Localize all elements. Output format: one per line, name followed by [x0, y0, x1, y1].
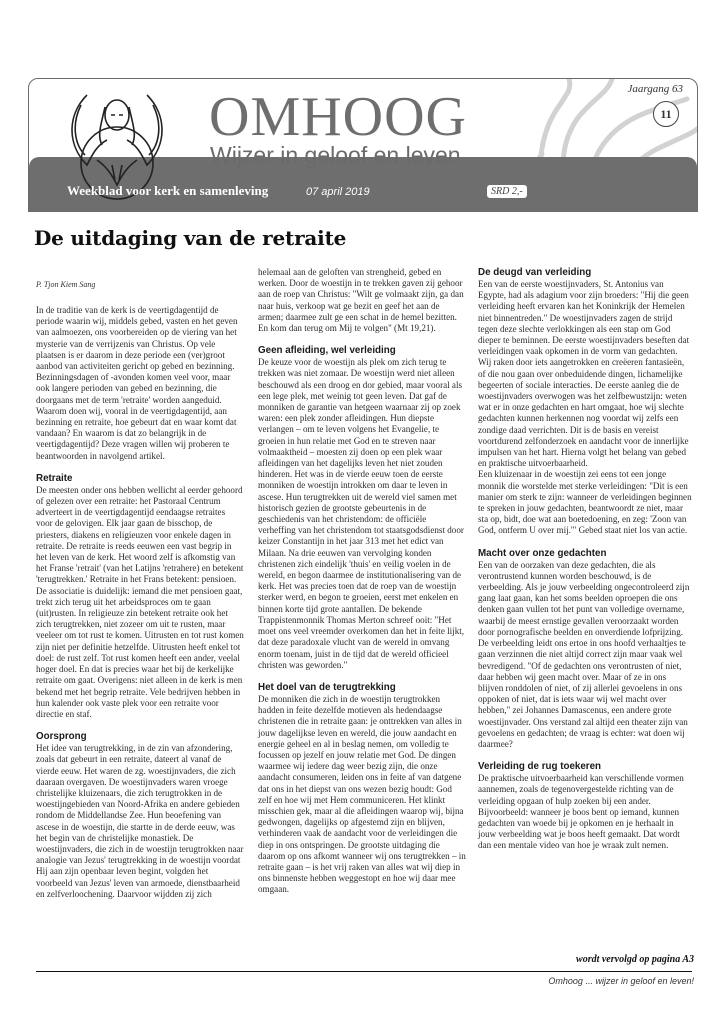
- article-column-3: [478, 267, 692, 852]
- section-heading: Macht over onze gedachten: [478, 547, 607, 559]
- section-body: De praktische uitvoerbaarheid kan verschillende vormen aannemen, zoals de tegenovergestelde richting van de verleiding opgaan of hulp zoeken bij een ander. Bijvoorbeeld: wanneer je boos bent op iemand, kunnen gedachten van woede bij je opkomen en je herhaalt in jouw verbeelding wat je boos heeft gemaakt. Dat wordt dan een mentale video van hoe je wraak zult nemen.: [478, 773, 684, 851]
- issue-number-badge: 11: [653, 101, 679, 127]
- masthead-title: OMHOOG: [209, 86, 467, 148]
- section-body: De meesten onder ons hebben wellicht al eerder gehoord of gelezen over een retraite: het Pastoraal Centrum adverteert in de veertigdagentijd eendaagse retraites voor de gelovigen. Elk jaar gaan de bisschop, de priesters, diakens en religieuzen voor enkele dagen in retraite. De retraite is reeds eeuwen een vast begrip in het leven van de kerk. Het woord zelf is afkomstig van het Franse 'retrait' (van het Latijns 'retrahere) en betekent 'terugtrekken.' Retraite in het Frans betekent: pensioen. De associatie is duidelijk: iemand die met pensioen gaat, trekt zich terug uit het arbeidsproces om te gaan (uit)rusten. In religieuze zin betekent retraite ook het zich terugtrekken, niet zozeer om uit te rusten, maar veeleer om tot rust te komen. Uitrusten en tot rust komen zijn niet per definitie hetzelfde. Uitrusten heeft enkel tot doel: de rust zelf. Tot rust komen heeft een ander, veelal hoger doel. En dat is precies waar het bij de kerkelijke retraite om gaat. Overigens: niet alleen in de kerk is men bekend met het begrip retraite. Vele bedrijven hebben in hun kalender ook vaste plek voor een retraite voor directie en staf.: [36, 484, 244, 719]
- article-column-2: [258, 267, 466, 896]
- section-heading: Het doel van de terugtrekking: [258, 681, 396, 693]
- volume-label: Jaargang 63: [627, 83, 683, 95]
- section-heading: Oorsprong: [36, 731, 87, 743]
- continued-notice: wordt vervolgd op pagina A3: [576, 954, 694, 965]
- section-heading: Verleiding de rug toekeren: [478, 761, 602, 773]
- masthead-subtitle: Wijzer in geloof en leven: [210, 142, 461, 168]
- section-body: Een kluizenaar in de woestijn zei eens tot een jonge monnik die worstelde met sterke verleidingen: "Dit is een manier om sterk te zijn: wanneer de verleidingen beginnen te spreken in jouw gedachten, beantwoordt ze niet, maar sta op, bidt, doe wat aan boetedoening, en zeg: 'Zoon van God, ontferm U over mij.'" Gebed staat niet los van actie.: [478, 469, 692, 536]
- article-column-1: [36, 305, 244, 900]
- section-heading: De deugd van verleiding: [478, 267, 592, 278]
- footer-slogan: Omhoog ... wijzer in geloof en leven!: [548, 976, 694, 986]
- issue-date: 07 april 2019: [306, 186, 370, 198]
- section-body: De keuze voor de woestijn als plek om zich terug te trekken was niet zomaar. De woestijn werd niet alleen beschouwd als een droog en dor gebied, maar vooral als een lege plek, met weinig tot geen leven. Dat gaf de monniken de garantie van hetgeen waarnaar zij op zoek waren: een plek zonder afleidingen. Hun diepste verlangen – om te leven volgens het Evangelie, te groeien in hun relatie met God en te streven naar volmaaktheid – moesten zij doen op een plek waar afleidingen van het dagelijks leven het niet zouden hinderen. Het was in de vierde eeuw toen de eerste monniken de woestijn introkken om daar te leven in ascese. Hun terugtrekken uit de wereld viel samen met historisch gezien de grootste gebeurtenis in de geschiedenis van het christendom: de officiële verheffing van het christendom tot staatsgodsdienst door keizer Constantijn in het jaar 313 met het edict van Milaan. Na drie eeuwen van vervolging konden christenen zich eindelijk 'thuis' en veilig voelen in de wereld, en begon daarmee de institutionalisering van de kerk. Het was precies toen dat de roep van de woestijn sterker werd, en begon te groeien, eerst met enkelen en binnen korte tijd grote aantallen. De bekende Trappistenmonnik Thomas Merton schreef ooit: "Het moet ons veel vreemder overkomen dan het in feite lijkt, dat deze paradoxale vlucht van de wereld in omvang enorm toenam, juist in de tijd dat de wereld officieel christen was geworden.": [258, 357, 465, 670]
- article-headline: De uitdaging van de retraite: [34, 226, 347, 250]
- article-intro: In de traditie van de kerk is de veertigdagentijd de periode waarin wij, middels gebed, vasten en het geven van aalmoezen, ons voorbereiden op de viering van het mysterie van de verrijzenis van Christus. Op vele plaatsen is er daarom in deze periode een (ver)groot aanbod van activiteiten gericht op gebed en bezinning. Bezinningsdagen of -avonden komen veel voor, maar ook langere perioden van gebed en bezinning, die doorgaans met de term 'retraite' worden aangeduid. Waarom doen wij, vooral in de veertigdagentijd, aan bezinning en retraite, hoe gebeurt dat en waar komt dat vandaan? En waarom is dat zo belangrijk in de veertigdagentijd? Deze vragen willen wij proberen te beantwoorden in navolgend artikel.: [36, 305, 238, 461]
- section-body: Een van de oorzaken van deze gedachten, die als verontrustend kunnen worden beschouwd, is de verbeelding. Als je jouw verbeelding ongecontroleerd zijn gang laat gaan, kan het soms beelden oproepen die ons denken gaan vullen tot het punt van volledige overname, waarbij de meest ernstige gevallen veroorzaakt worden door pornografische beelden en onverdiende lofprijzing. De verbeelding leidt ons ertoe in ons hoofd verhaaltjes te gaan verzinnen die niet altijd correct zijn maar vaak wel bevredigend. "Of de gedachten ons verontrusten of niet, daar hebben wij geen macht over. Maar of ze in ons blijven ronddolen of niet, of zij allerlei gevoelens in ons oppoken of niet, dat is iets waar wij wel macht over hebben," zei Johannes Damascenus, een andere grote woestijnvader. Ons verstand zal altijd een theater zijn van gevoelens en gedachten; de vraag is echter: wat doen wij daarmee?: [478, 559, 690, 749]
- masthead-tagline: Weekblad voor kerk en samenleving: [67, 183, 269, 198]
- section-heading: Retraite: [36, 472, 73, 484]
- section-heading: Geen afleiding, wel verleiding: [258, 345, 396, 357]
- footer-divider: [36, 971, 692, 972]
- section-body: Een van de eerste woestijnvaders, St. Antonius van Egypte, had als adagium voor zijn broeders: "Hij die geen verleiding heeft ervaren kan het Koninkrijk der Hemelen niet binnentreden." De woestijnvaders zagen de strijd tegen deze slechte verlokkingen als een stap om God dieper te beminnen. De eerste woestijnvaders beseften dat verleidingen vaak opkomen in de vorm van gedachten. Wij raken door iets aangetrokken en creëeren fantasieën, of die nou gaan over onbeduidende dingen, lichamelijke begeerten of sociale interacties. De eerste aanleg die de woestijnvaders overwogen was het zelfbewustzijn: weten wat er in onze gedachten en hart omgaat, hoe wij slechte gedachten kunnen herkennen nog voordat wij zelfs een zondige daad verrichten. Dit is de basis en vereist voortdurend zelfonderzoek en aandacht voor de innerlijke impulsen van het hart. Hierna volgt het belang van gebed en praktische uitvoerbaarheid.: [478, 279, 690, 469]
- price-badge: SRD 2,-: [487, 185, 527, 198]
- article-author: P. Tjon Kiem Sang: [36, 280, 96, 289]
- section-body: Het idee van terugtrekking, in de zin van afzondering, zoals dat gebeurt in een retraite, dateert al vanaf de vierde eeuw. Het waren de zg. woestijnvaders, die zich daaraan overgaven. De woestijnvaders waren vroege christelijke kluizenaars, die zich terugtrokken in de woestijngebieden van Noord-Afrika en andere gebieden rondom de Middellandse Zee. Hun beoefening van ascese in de woestijn, die startte in de derde eeuw, was het begin van de christelijke monastiek. De woestijnvaders, die zich in de woestijn terugtrokken naar analogie van Jezus' terugtrekking in de woestijn voordat Hij aan zijn openbaar leven begint, volgden het voorbeeld van Jezus' leven van armoede, dienstbaarheid en zelfverloochening. Daarvoor wijdden zij zich: [36, 743, 244, 899]
- section-body-continuation: helemaal aan de geloften van strengheid, gebed en werken. Door de woestijn in te trekken gaven zij gehoor aan de roep van Christus: "Wilt ge volmaakt zijn, ga dan naar huis, verkoop wat ge bezit en geef het aan de armen; daarmee zult ge een schat in de hemel bezitten. En kom dan terug om Mij te volgen" (Mt 19,21).: [258, 267, 464, 334]
- masthead: [28, 78, 698, 212]
- section-body: De monniken die zich in de woestijn terugtrokken hadden in feite dezelfde motieven als hedendaagse christenen die in retraite gaan: je onttrekken van alles in jouw dagelijkse leven en wereld, die jouw aandacht en energie geheel en al in beslag nemen, om volledig te focussen op jezelf en jouw relatie met God. De dingen waarmee wij iedere dag weer bezig zijn, die onze aandacht consumeren, leiden ons in feite af van datgene dat ons in het diepst van ons wezen bezig houdt: God zelf en hoe wij met Hem communiceren. Het klinkt misschien gek, maar al die afleidingen waarop wij, bijna gedwongen, dagelijks op afgestemd zijn en blijven, verhinderen vaak de aandacht voor de verleidingen die diep in ons ontspringen. De grootste uitdaging die daarom op ons afkomt wanneer wij ons terugtrekken – in retraite gaan – is het vrij raken van alles wat wij diep in ons binnenste hebben weggestopt en hoe wij daar mee omgaan.: [258, 693, 466, 895]
